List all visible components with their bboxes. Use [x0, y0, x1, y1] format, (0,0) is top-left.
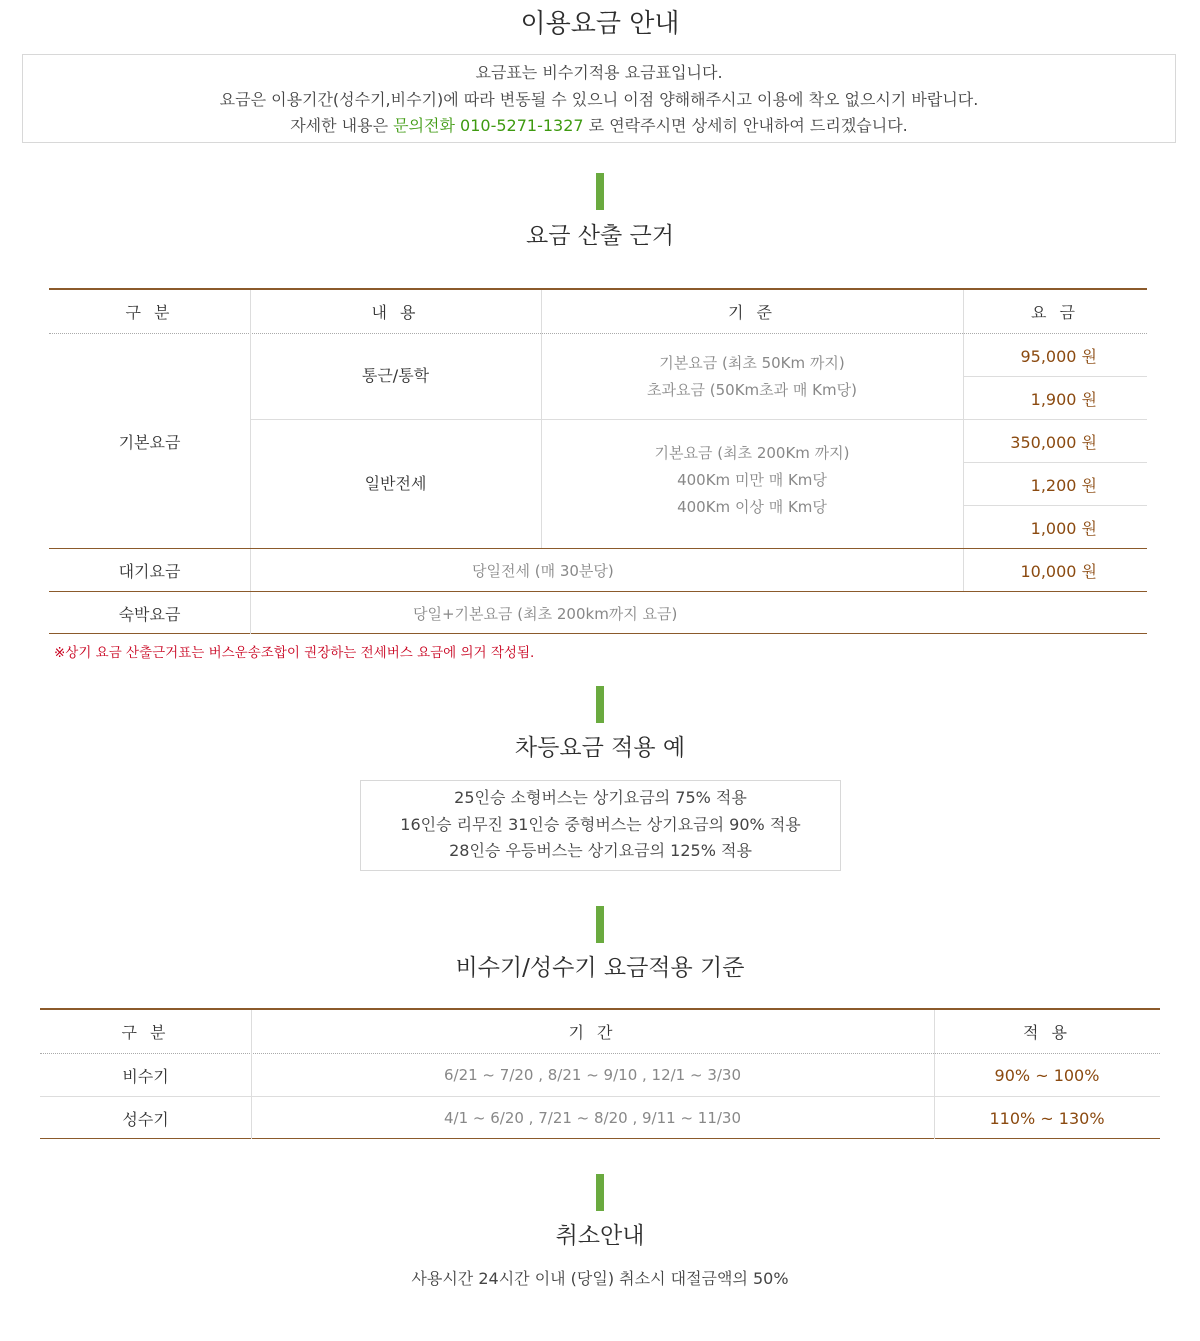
commute-criteria — [541, 334, 963, 420]
notice-line-3-prefix: 자세한 내용은 — [290, 116, 394, 135]
charter-under-400-fee: 1,200 원 — [1030, 476, 1097, 495]
example-line: 25인승 소형버스는 상기요금의 75% 적용 — [454, 788, 747, 807]
fee-section-title: 요금 산출 근거 — [526, 223, 674, 249]
cancel-section-title: 취소안내 — [555, 1223, 645, 1249]
charter-criteria-line: 400Km 이상 매 Km당 — [677, 497, 827, 516]
fee-header-fee: 요 금 — [1031, 303, 1079, 322]
basic-fee-label: 기본요금 — [118, 432, 181, 452]
section-marker — [596, 686, 604, 723]
season-table — [40, 1008, 1160, 1139]
off-season-period: 6/21 ~ 7/20 , 8/21 ~ 9/10 , 12/1 ~ 3/30 — [443, 1066, 742, 1084]
fee-header-content: 내 용 — [371, 303, 420, 322]
waiting-fee-label: 대기요금 — [118, 561, 181, 581]
notice-line-2: 요금은 이용기간(성수기,비수기)에 따라 변동될 수 있으니 이점 양해해주시고 이용에 착오 없으시기 바랍니다. — [219, 89, 979, 109]
example-box — [360, 780, 841, 871]
section-marker — [596, 906, 604, 943]
peak-season-period: 4/1 ~ 6/20 , 7/21 ~ 8/20 , 9/11 ~ 11/30 — [443, 1109, 742, 1127]
charter-over-400-fee: 1,000 원 — [1030, 518, 1097, 538]
charter-criteria — [541, 420, 963, 540]
charter-criteria-line: 기본요금 (최초 200Km 까지) — [654, 443, 850, 462]
commute-base-fee: 95,000 원 — [1020, 347, 1097, 366]
lodging-fee-criteria: 당일+기본요금 (최초 200km까지 요금) — [413, 604, 678, 623]
notice-line-3 — [23, 113, 1175, 140]
notice-line-3-suffix: 로 연락주시면 상세히 안내하여 드리겠습니다. — [583, 116, 908, 135]
page-title: 이용요금 안내 — [520, 9, 680, 39]
commute-criteria-line: 초과요금 (50Km초과 매 Km당) — [647, 381, 857, 399]
fee-table — [49, 288, 1147, 634]
peak-season-label: 성수기 — [122, 1109, 169, 1129]
charter-base-fee: 350,000 원 — [1010, 433, 1097, 452]
example-line: 16인승 리무진 31인승 중형버스는 상기요금의 90% 적용 — [400, 814, 801, 834]
section-marker — [596, 173, 604, 210]
off-season-label: 비수기 — [122, 1066, 169, 1086]
notice-line-1: 요금표는 비수기적용 요금표입니다. — [475, 63, 723, 82]
commute-criteria-line: 기본요금 (최초 50Km 까지) — [659, 354, 845, 372]
fee-note: ※상기 요금 산출근거표는 버스운송조합이 권장하는 전세버스 요금에 의거 작성됨. — [54, 645, 535, 661]
off-season-rate: 90% ~ 100% — [994, 1065, 1100, 1085]
fee-header-category: 구 분 — [125, 303, 174, 322]
notice-box — [22, 54, 1176, 143]
lodging-fee-label: 숙박요금 — [118, 604, 181, 624]
cancel-policy-text: 사용시간 24시간 이내 (당일) 취소시 대절금액의 50% — [411, 1269, 789, 1288]
season-header-category: 구 분 — [121, 1023, 170, 1042]
season-header-period: 기 간 — [568, 1023, 617, 1042]
commute-label: 통근/통학 — [361, 365, 430, 385]
season-header-rate: 적 용 — [1023, 1023, 1071, 1042]
charter-criteria-line: 400Km 미만 매 Km당 — [677, 470, 827, 489]
charter-label: 일반전세 — [364, 473, 427, 493]
fee-header-criteria: 기 준 — [728, 303, 776, 322]
contact-phone-link[interactable]: 문의전화 010-5271-1327 — [393, 116, 584, 135]
waiting-fee: 10,000 원 — [1020, 561, 1097, 581]
season-section-title: 비수기/성수기 요금적용 기준 — [455, 955, 745, 981]
waiting-fee-criteria: 당일전세 (매 30분당) — [472, 561, 614, 580]
example-section-title: 차등요금 적용 예 — [514, 735, 686, 761]
section-marker — [596, 1174, 604, 1211]
commute-extra-fee: 1,900 원 — [1030, 390, 1097, 409]
example-line: 28인승 우등버스는 상기요금의 125% 적용 — [449, 841, 752, 860]
peak-season-rate: 110% ~ 130% — [989, 1108, 1105, 1128]
